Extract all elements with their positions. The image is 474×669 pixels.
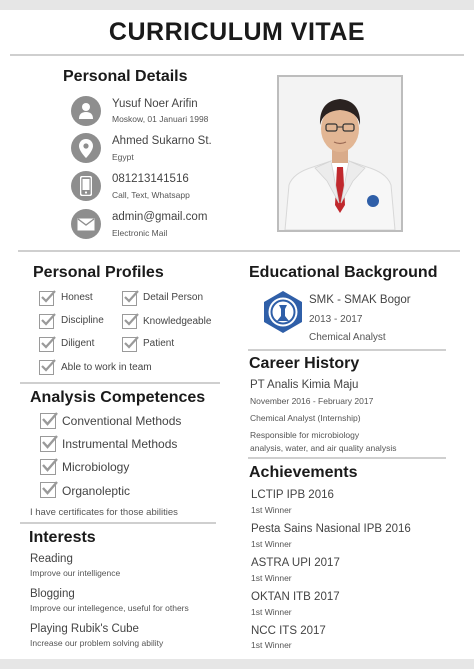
career-company: PT Analis Kimia Maju xyxy=(250,379,359,391)
profile-patient: Patient xyxy=(143,338,175,349)
career-role: Chemical Analyst (Internship) xyxy=(250,413,361,423)
location-pin-icon xyxy=(71,133,101,163)
name-text: Yusuf Noer Arifin xyxy=(112,98,198,110)
profile-discipline: Discipline xyxy=(61,315,104,326)
profile-honest: Honest xyxy=(61,292,93,303)
checkbox-team-icon xyxy=(39,360,54,375)
checkbox-detail-icon xyxy=(122,291,137,306)
profile-photo xyxy=(277,75,403,232)
competence-conventional: Conventional Methods xyxy=(62,414,182,428)
interest-blogging-desc: Improve our intellegence, useful for others xyxy=(30,603,189,613)
analysis-rule xyxy=(20,522,216,524)
checkbox-patient-icon xyxy=(122,337,137,352)
certificate-note: I have certificates for those abilities xyxy=(30,507,178,518)
career-heading: Career History xyxy=(249,355,360,372)
school-major: Chemical Analyst xyxy=(309,332,386,343)
achievement-ncc-rank: 1st Winner xyxy=(251,640,292,650)
email-note: Electronic Mail xyxy=(112,228,168,238)
achievement-pesta: Pesta Sains Nasional IPB 2016 xyxy=(251,523,411,535)
interest-reading: Reading xyxy=(30,553,73,565)
title-rule xyxy=(10,54,464,56)
achievement-astra: ASTRA UPI 2017 xyxy=(251,557,340,569)
analysis-heading: Analysis Competences xyxy=(30,389,206,406)
section-rule xyxy=(18,250,460,252)
checkbox-instrumental-icon xyxy=(40,436,56,452)
checkbox-honest-icon xyxy=(39,291,54,306)
checkbox-diligent-icon xyxy=(39,337,54,352)
personal-details-heading: Personal Details xyxy=(63,68,188,85)
interest-rubik: Playing Rubik's Cube xyxy=(30,623,139,635)
competence-organoleptic: Organoleptic xyxy=(62,484,131,498)
checkbox-organoleptic-icon xyxy=(40,482,56,498)
education-heading: Educational Background xyxy=(249,264,438,281)
competence-microbiology: Microbiology xyxy=(62,460,130,474)
school-years: 2013 - 2017 xyxy=(309,314,363,325)
achievement-ncc: NCC ITS 2017 xyxy=(251,625,326,637)
achievement-oktan: OKTAN ITB 2017 xyxy=(251,591,340,603)
career-desc-line2: analysis, water, and air quality analysis xyxy=(250,443,397,453)
phone-note: Call, Text, Whatsapp xyxy=(112,190,190,200)
school-logo-icon xyxy=(261,290,305,334)
achievement-pesta-rank: 1st Winner xyxy=(251,539,292,549)
achievements-heading: Achievements xyxy=(249,464,358,481)
checkbox-microbiology-icon xyxy=(40,459,56,475)
phone-text: 081213141516 xyxy=(112,173,189,185)
interest-reading-desc: Improve our intelligence xyxy=(30,568,121,578)
achievement-lctip: LCTIP IPB 2016 xyxy=(251,489,334,501)
profile-team: Able to work in team xyxy=(61,362,152,373)
checkbox-conventional-icon xyxy=(40,413,56,429)
profiles-rule xyxy=(20,382,220,384)
checkbox-knowledgeable-icon xyxy=(122,314,137,329)
profile-diligent: Diligent xyxy=(61,338,95,349)
school-name: SMK - SMAK Bogor xyxy=(309,294,411,306)
page-title: CURRICULUM VITAE xyxy=(108,18,366,46)
profile-knowledgeable: Knowledgeable xyxy=(143,316,212,327)
checkbox-discipline-icon xyxy=(39,314,54,329)
interest-rubik-desc: Increase our problem solving ability xyxy=(30,638,164,648)
user-icon xyxy=(71,96,101,126)
career-rule xyxy=(248,457,446,459)
competence-instrumental: Instrumental Methods xyxy=(62,437,178,451)
career-period: November 2016 - February 2017 xyxy=(250,396,374,406)
interest-blogging: Blogging xyxy=(30,588,75,600)
career-desc-line1: Responsible for microbiology xyxy=(250,430,360,440)
email-text: admin@gmail.com xyxy=(112,211,208,223)
address-text: Ahmed Sukarno St. xyxy=(112,135,212,147)
interests-heading: Interests xyxy=(29,529,96,546)
achievement-lctip-rank: 1st Winner xyxy=(251,505,292,515)
mail-icon xyxy=(71,209,101,239)
achievement-astra-rank: 1st Winner xyxy=(251,573,292,583)
education-rule xyxy=(248,349,446,351)
profile-detail: Detail Person xyxy=(143,292,204,303)
phone-icon xyxy=(71,171,101,201)
birth-text: Moskow, 01 Januari 1998 xyxy=(112,114,209,124)
top-bar xyxy=(0,0,474,10)
achievement-oktan-rank: 1st Winner xyxy=(251,607,292,617)
country-text: Egypt xyxy=(112,152,134,162)
personal-profiles-heading: Personal Profiles xyxy=(33,264,164,281)
bottom-bar xyxy=(0,659,474,669)
